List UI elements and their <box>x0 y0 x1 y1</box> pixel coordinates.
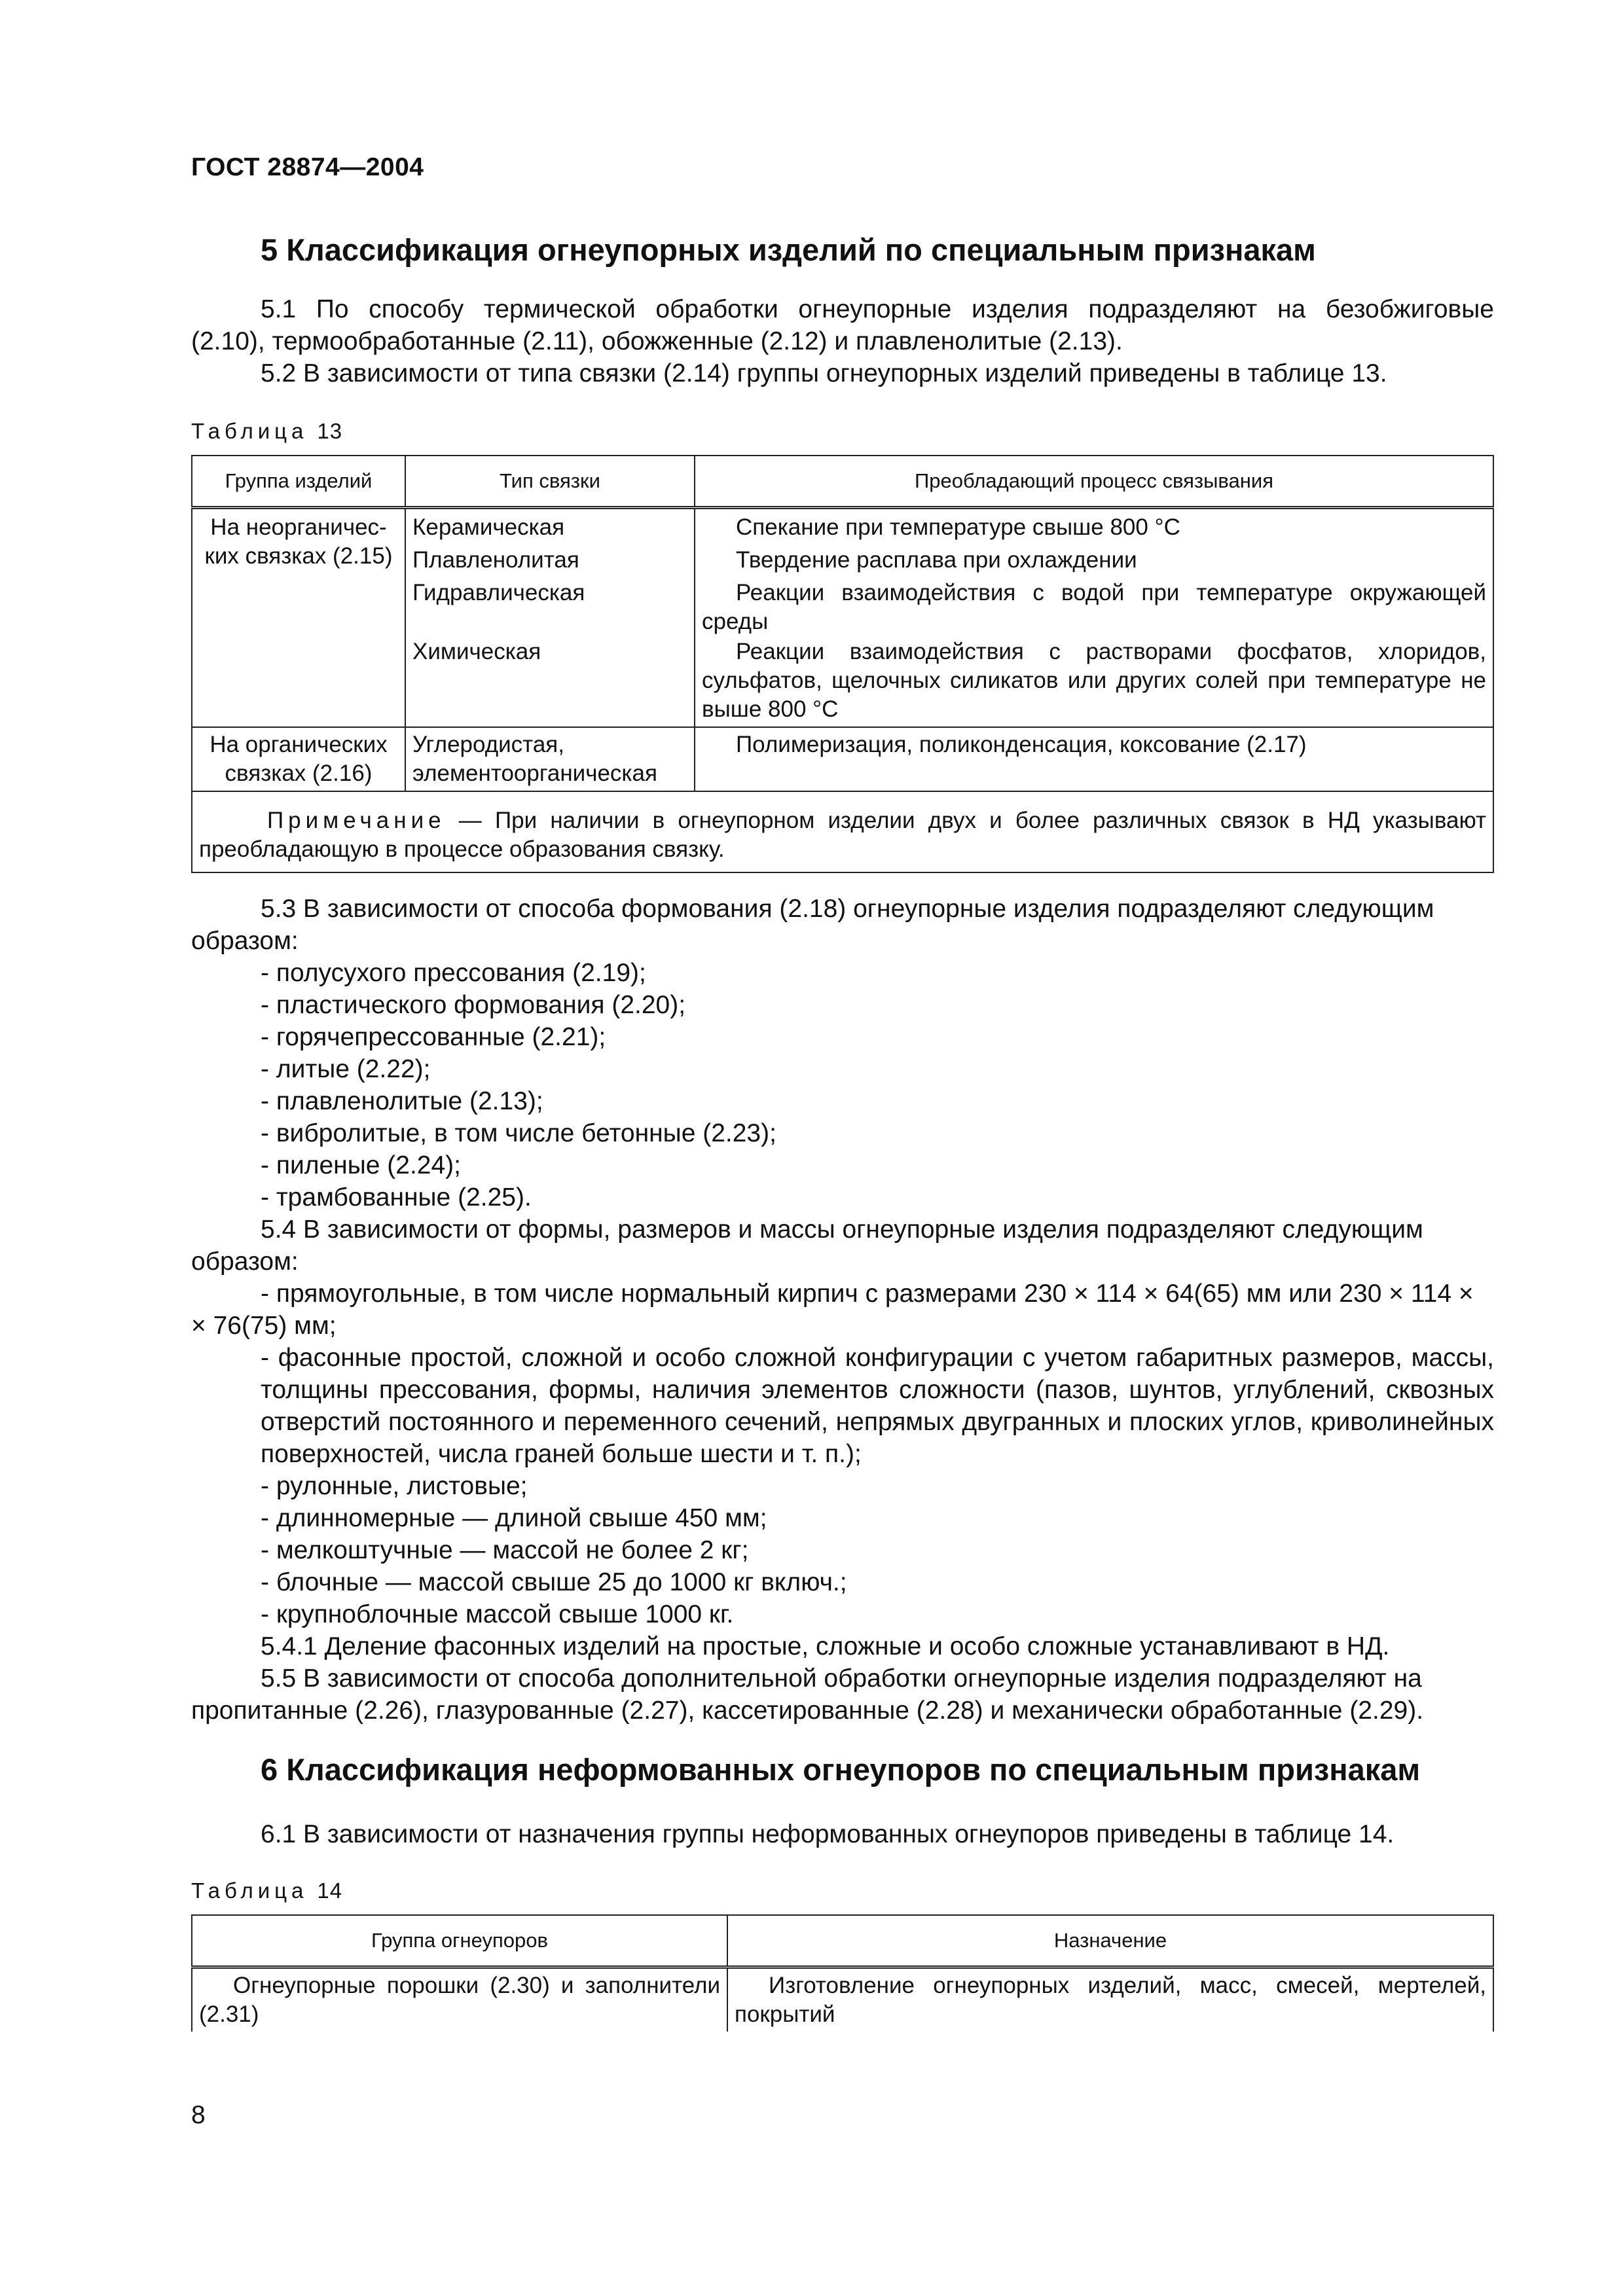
paragraph-5-4-1: 5.4.1 Деление фасонных изделий на простые, сложные и особо сложные устанавливают в НД. <box>261 1632 1390 1660</box>
table-13-group-inorganic <box>192 508 405 728</box>
paragraph-6-1-text: 6.1 В зависимости от назначения группы неформованных огнеупоров приведены в таблице 14. <box>261 1820 1395 1848</box>
rectangular-item-line-1: - прямоугольные, в том числе нормальный кирпич с размерами 230 × 114 × 64(65) мм или 230 × 114 × <box>261 1280 1474 1308</box>
paragraph-5-4-1-and-5-5 <box>191 1630 1494 1727</box>
table-14-header-purpose: Назначение <box>727 1915 1493 1967</box>
table-14-purpose-powders: Изготовление огнеупорных изделий, масс, смесей, мертелей, покрытий <box>727 1967 1493 2032</box>
group-organic-line-2: связках (2.16) <box>225 761 373 786</box>
table-14-row-powders <box>192 1967 1493 2032</box>
list-item: - литые (2.22); <box>261 1055 431 1083</box>
paragraph-5-2: 5.2 В зависимости от типа связки (2.14) группы огнеупорных изделий приведены в таблице 13. <box>261 359 1387 387</box>
process-melt-hardening: Твердение расплава при охлаждении <box>736 547 1137 573</box>
table-14-label <box>191 1878 342 1903</box>
section-5-heading: 5 Классификация огнеупорных изделий по специальным признакам <box>261 232 1316 267</box>
group-inorganic-line-2: ких связках (2.15) <box>204 543 393 569</box>
shaped-item: - фасонные простой, сложной и особо сложной конфигурации с учетом габаритных размеров, массы, толщины прессования, формы, наличия элементов сложности (пазов, шунтов, углублений, сквозных отверстий постоянного и переменного сечений, непрямых двугранных и плоских углов, криволинейных поверхностей, числа граней больше шести и т. п.); <box>261 1344 1494 1468</box>
type-chemical: Химическая <box>412 639 541 664</box>
list-item: - полусухого прессования (2.19); <box>261 959 646 987</box>
list-item: - плавленолитые (2.13); <box>261 1087 543 1115</box>
shape-categories-list <box>261 1470 847 1630</box>
note-text: — При наличии в огнеупорном изделии двух и более различных связок в НД указывают преобладающую в процессе образования связку. <box>199 808 1486 862</box>
list-item: - трамбованные (2.25). <box>261 1183 532 1211</box>
table-13-header-row <box>192 456 1493 508</box>
document-id-header: ГОСТ 28874—2004 <box>191 153 424 181</box>
paragraph-5-3-line-1: 5.3 В зависимости от способа формования (2.18) огнеупорные изделия подразделяют следующим <box>261 895 1434 923</box>
process-water-reaction: Реакции взаимодействия с водой при температуре окружающей среды <box>702 580 1486 634</box>
process-solution-reaction: Реакции взаимодействия с растворами фосфатов, хлоридов, сульфатов, щелочных силикатов или других солей при температуре не выше 800 °С <box>702 639 1486 722</box>
type-fused-cast: Плавленолитая <box>412 547 579 573</box>
note-label: Примечание <box>267 808 446 833</box>
paragraph-6-1 <box>191 1818 1494 1850</box>
paragraph-5-4-line-2: образом: <box>191 1247 299 1276</box>
group-organic-line-1: На органических <box>210 732 388 757</box>
table-13-number: 13 <box>317 419 343 443</box>
table-14-group-powders: Огнеупорные порошки (2.30) и заполнители (2.31) <box>192 1967 727 2032</box>
table-13-label <box>191 419 342 444</box>
list-item: - рулонные, листовые; <box>261 1472 528 1500</box>
page-number: 8 <box>191 2101 206 2129</box>
list-item: - вибролитые, в том числе бетонные (2.23); <box>261 1119 776 1147</box>
list-item: - мелкоштучные — массой не более 2 кг; <box>261 1536 749 1564</box>
table-13-header-type: Тип связки <box>405 456 695 508</box>
paragraph-5-1-line-1: 5.1 По способу термической обработки огнеупорные изделия подразделяют на безобжиговые <box>261 295 1494 323</box>
table-13-note <box>192 791 1493 872</box>
table-13-type-organic <box>405 727 695 791</box>
type-carbon-line-1: Углеродистая, <box>412 732 564 757</box>
list-item: - блочные — массой свыше 25 до 1000 кг включ.; <box>261 1568 847 1596</box>
table-13-note-row <box>192 791 1493 872</box>
table-13-label-word: Таблица <box>191 419 308 443</box>
list-item: - пиленые (2.24); <box>261 1151 461 1179</box>
list-item: - пластического формования (2.20); <box>261 991 686 1019</box>
list-item: - длинномерные — длиной свыше 450 мм; <box>261 1504 767 1532</box>
table-13-group-organic <box>192 727 405 791</box>
table-13-types-inorganic <box>405 508 695 728</box>
table-14 <box>191 1914 1494 2032</box>
paragraph-5-5-line-2: пропитанные (2.26), глазурованные (2.27), кассетированные (2.28) и механически обработанные (2.29). <box>191 1696 1424 1725</box>
table-13 <box>191 455 1494 873</box>
forming-methods-list <box>261 957 776 1213</box>
paragraph-5-4 <box>191 1213 1494 1470</box>
section-6-heading: 6 Классификация неформованных огнеупоров по специальным признакам <box>261 1752 1421 1787</box>
list-item: - крупноблочные массой свыше 1000 кг. <box>261 1600 734 1628</box>
table-13-processes-inorganic <box>695 508 1493 728</box>
paragraph-5-1-line-2: (2.10), термообработанные (2.11), обожженные (2.12) и плавленолитые (2.13). <box>191 327 1123 355</box>
table-13-header-group: Группа изделий <box>192 456 405 508</box>
group-inorganic-line-1: На неорганичес- <box>210 514 387 540</box>
type-ceramic: Керамическая <box>412 514 565 540</box>
rectangular-item-line-2: × 76(75) мм; <box>191 1312 337 1340</box>
paragraph-5-3-line-2: образом: <box>191 927 299 955</box>
paragraph-5-4-line-1: 5.4 В зависимости от формы, размеров и массы огнеупорные изделия подразделяют следующим <box>261 1215 1423 1244</box>
table-14-header-group: Группа огнеупоров <box>192 1915 727 1967</box>
table-14-header-row <box>192 1915 1493 1967</box>
paragraph-5-1 <box>191 293 1494 389</box>
table-14-number: 14 <box>317 1878 343 1903</box>
paragraph-5-3 <box>191 893 1494 957</box>
type-carbon-line-2: элементоорганическая <box>412 761 657 786</box>
table-13-row-inorganic <box>192 508 1493 728</box>
table-13-process-organic: Полимеризация, поликонденсация, коксование (2.17) <box>695 727 1493 791</box>
list-item: - горячепрессованные (2.21); <box>261 1023 606 1051</box>
type-hydraulic: Гидравлическая <box>412 580 585 605</box>
table-13-header-process: Преобладающий процесс связывания <box>695 456 1493 508</box>
table-14-label-word: Таблица <box>191 1878 308 1903</box>
process-sintering: Спекание при температуре свыше 800 °С <box>736 514 1180 540</box>
table-13-row-organic <box>192 727 1493 791</box>
paragraph-5-5-line-1: 5.5 В зависимости от способа дополнительной обработки огнеупорные изделия подразделяют на <box>261 1664 1422 1693</box>
